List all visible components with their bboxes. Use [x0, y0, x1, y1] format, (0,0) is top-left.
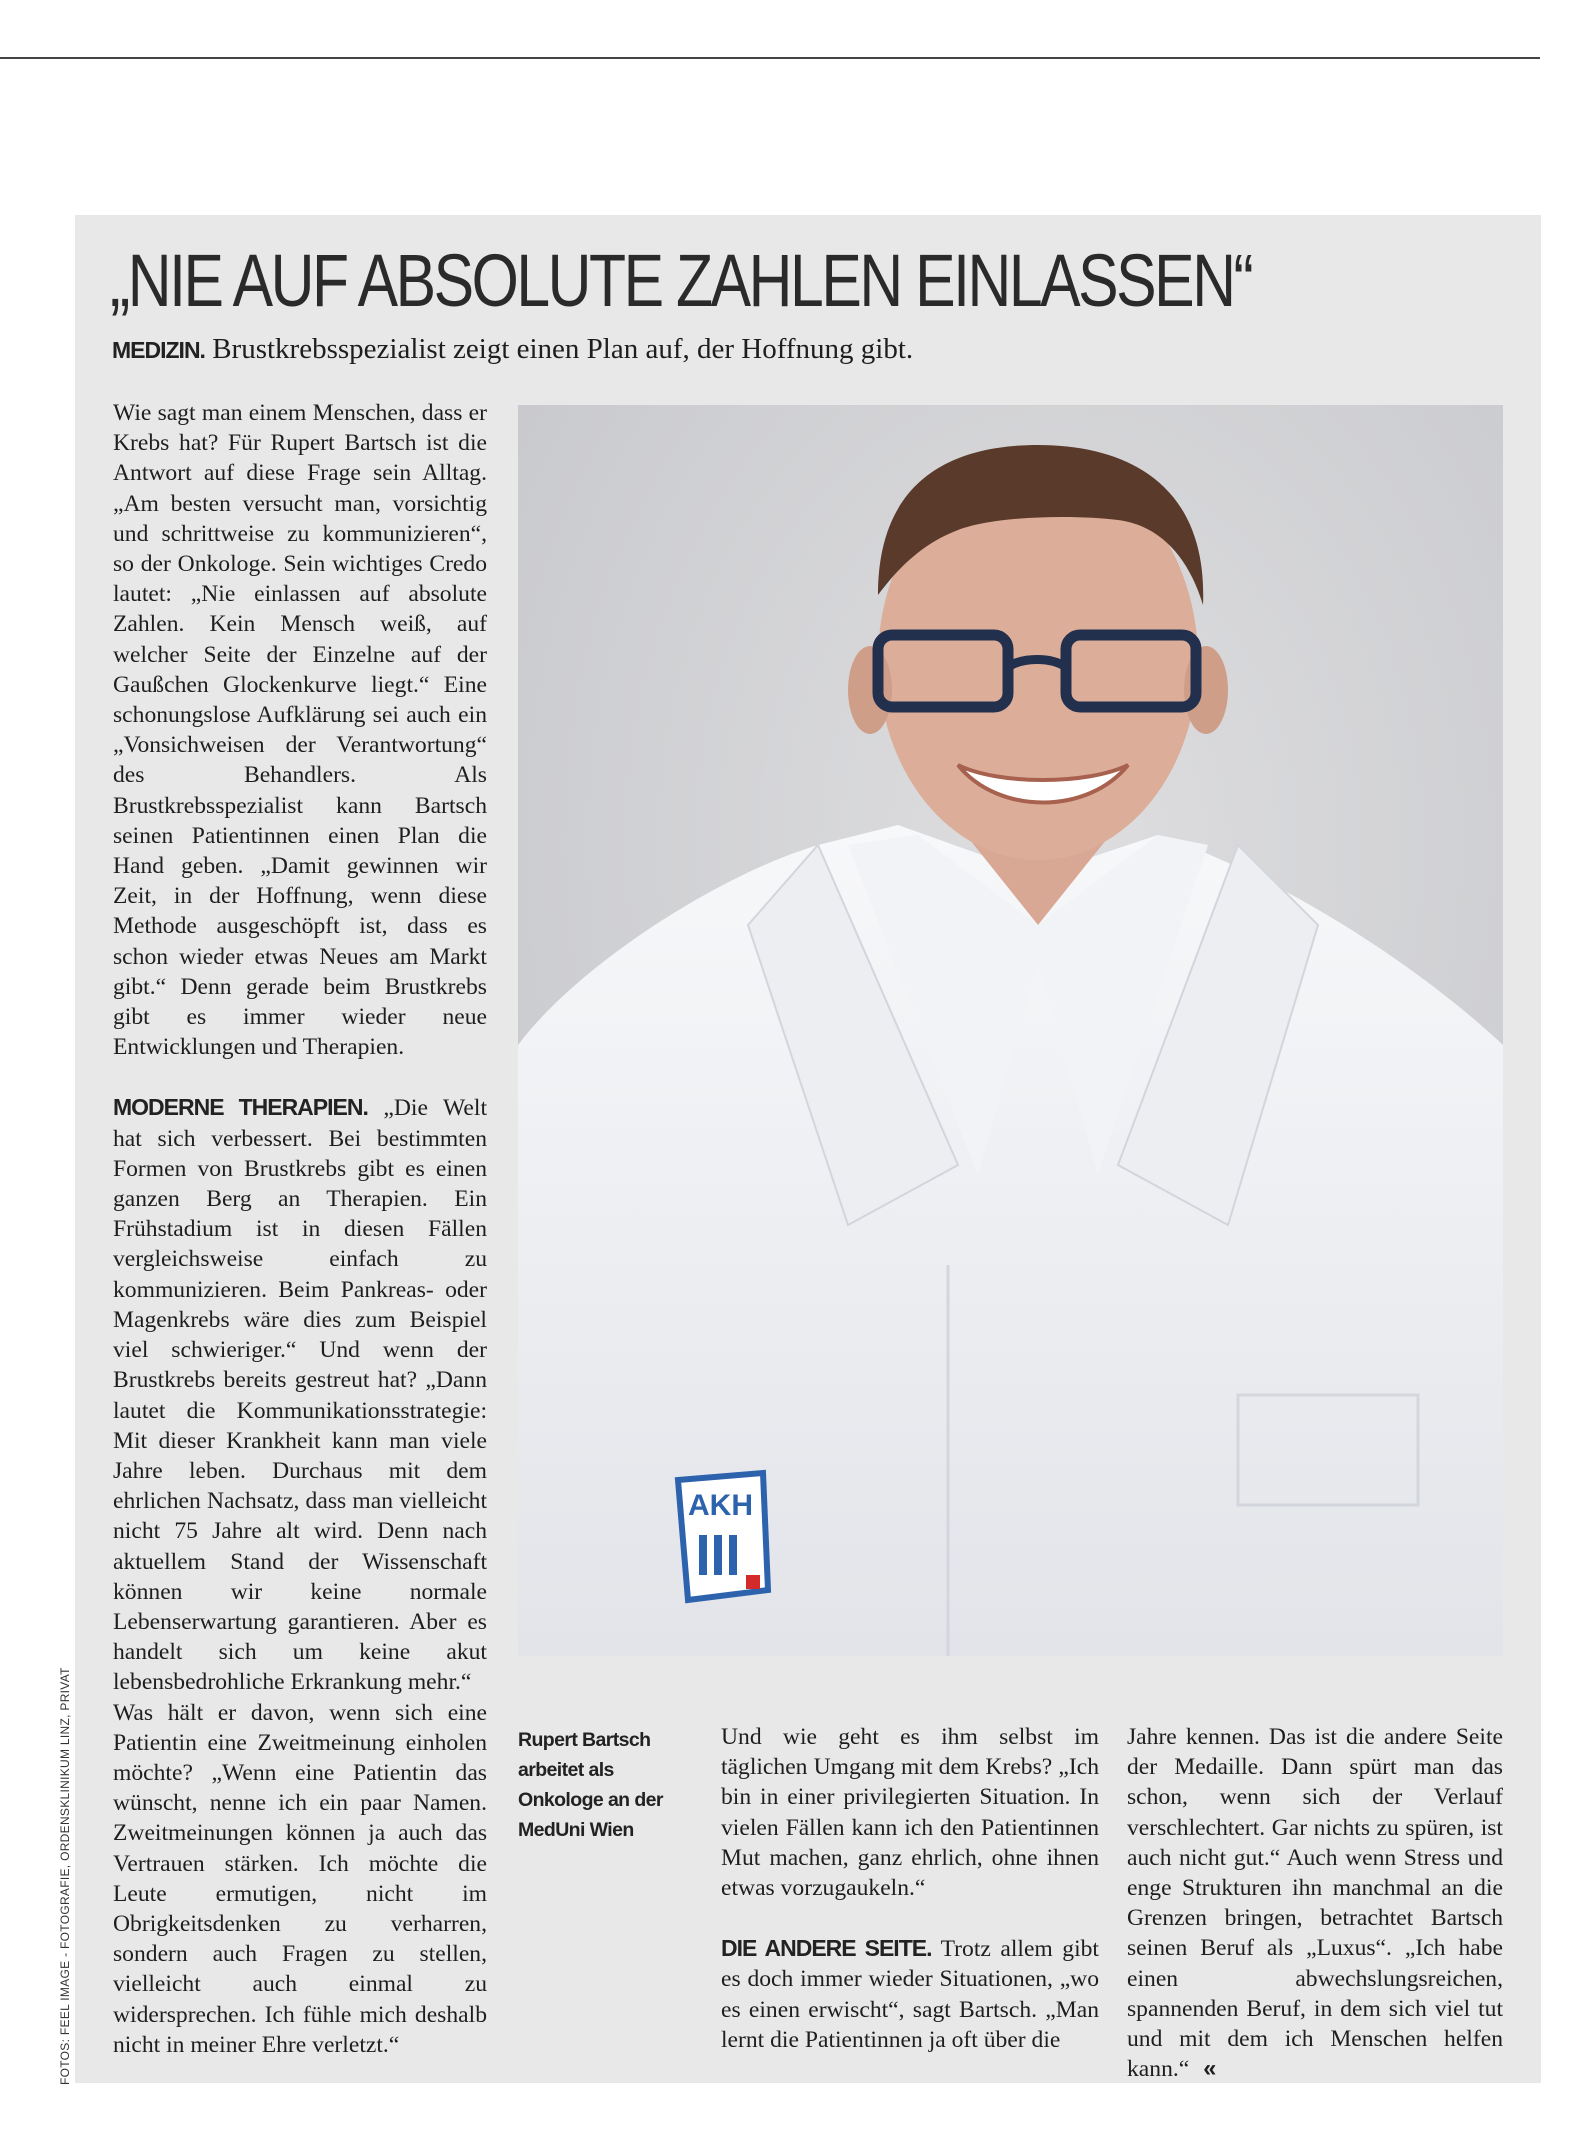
middle-paragraph-2: [721, 1933, 1099, 2055]
column-left: [113, 398, 487, 2060]
portrait-illustration: [518, 405, 1503, 1656]
middle-kicker: DIE ANDERE SEITE.: [721, 1935, 932, 1962]
column-middle: [721, 1722, 1099, 2055]
hospital-badge: [678, 1473, 768, 1600]
subline-kicker: MEDIZIN.: [112, 337, 205, 363]
headline: „NIE AUF ABSOLUTE ZAHLEN EINLASSEN“: [110, 239, 1252, 322]
left-paragraph-3: Was hält er davon, wenn sich eine Patientin eine Zweitmeinung einholen möchte? „Wenn eine Patientin das wünscht, nenne ich ein paar Namen. Zweitmeinungen können ja auch das Vertrauen stärken. Ich möchte die Leute ermutigen, nicht im Obrigkeitsdenken zu verharren, sondern auch Fragen zu stellen, vielleicht auch einmal zu widersprechen. Ich fühle mich deshalb nicht in meiner Ehre verletzt.“: [113, 1699, 487, 2058]
middle-paragraph-1: Und wie geht es ihm selbst im täglichen Umgang mit dem Krebs? „Ich bin in einer privilegierten Situation. In vielen Fällen kann ich den Patientinnen Mut machen, ganz ehrlich, ohne ihnen etwas vorzugaukeln.“: [721, 1724, 1099, 1902]
left-paragraph-2: [113, 1092, 487, 1697]
right-paragraph-1: [1127, 1722, 1503, 2084]
portrait-photo: [518, 405, 1503, 1656]
end-mark: «: [1203, 2056, 1217, 2083]
left-paragraph-1: Wie sagt man einem Menschen, dass er Krebs hat? Für Rupert Bartsch ist die Antwort auf diese Frage sein Alltag. „Am besten versucht man, vorsichtig und schrittweise zu kommunizieren“, so der Onkologe. Sein wichtiges Credo lautet: „Nie einlassen auf absolute Zahlen. Kein Mensch weiß, auf welcher Seite der Einzelne auf der Gaußchen Glockenkurve liegt.“ Eine schonungslose Aufklärung sei auch ein „Vonsichweisen der Verantwortung“ des Behandlers. Als Brustkrebsspezialist kann Bartsch seinen Patientinnen einen Plan die Hand geben. „Damit gewinnen wir Zeit, in der Hoffnung, wenn diese Methode ausgeschöpft ist, dass es schon wieder etwas Neues am Markt gibt.“ Denn gerade beim Brustkrebs gibt es immer wieder neue Entwicklungen und Therapien.: [113, 400, 487, 1061]
subline: [112, 333, 913, 366]
left-kicker: MODERNE THERAPIEN.: [113, 1094, 368, 1121]
badge-text: AKH: [688, 1489, 753, 1522]
middle-paragraph-2-text: Trotz allem gibt es doch immer wieder Situationen, „wo es einen erwischt“, sagt Bartsch. „Man lernt die Patientinnen ja oft über die: [721, 1936, 1099, 2053]
right-paragraph-1-text: Jahre kennen. Das ist die andere Seite der Medaille. Dann spürt man das schon, wenn sich der Verlauf verschlechtert. Gar nichts zu spüren, ist auch nicht gut.“ Auch wenn Stress und enge Strukturen ihn manchmal an die Grenzen bringen, betrachtet Bartsch seinen Beruf als „Luxus“. „Ich habe einen abwechslungsreichen, spannenden Beruf, in dem sich viel tut und mit dem ich Menschen helfen kann.“: [1127, 1724, 1503, 2083]
column-right: [1127, 1722, 1503, 2084]
photo-caption: Rupert Bartsch arbeitet als Onkologe an der MedUni Wien: [518, 1729, 663, 1841]
left-paragraph-2-text: „Die Welt hat sich verbessert. Bei bestimmten Formen von Brustkrebs gibt es einen ganzen Berg an Therapien. Ein Frühstadium ist in diesen Fällen vergleichsweise einfach zu kommunizieren. Beim Pankreas- oder Magenkrebs wäre dies zum Beispiel viel schwieriger.“ Und wenn der Brustkrebs bereits gestreut hat? „Dann lautet die Kommunikationsstrategie: Mit dieser Krankheit kann man viele Jahre leben. Durchaus mit dem ehrlichen Nachsatz, dass man vielleicht nicht 75 Jahre alt wird. Denn nach aktuellem Stand der Wissenschaft können wir keine normale Lebenserwartung garantieren. Aber es handelt sich um keine akut lebensbedrohliche Erkrankung mehr.“: [113, 1095, 487, 1696]
top-rule: [0, 57, 1540, 59]
photo-credit: FOTOS: FEEL IMAGE - FOTOGRAFIE, ORDENSKLINIKUM LINZ, PRIVAT: [58, 1667, 72, 2085]
subline-text: Brustkrebsspezialist zeigt einen Plan auf, der Hoffnung gibt.: [212, 333, 914, 365]
